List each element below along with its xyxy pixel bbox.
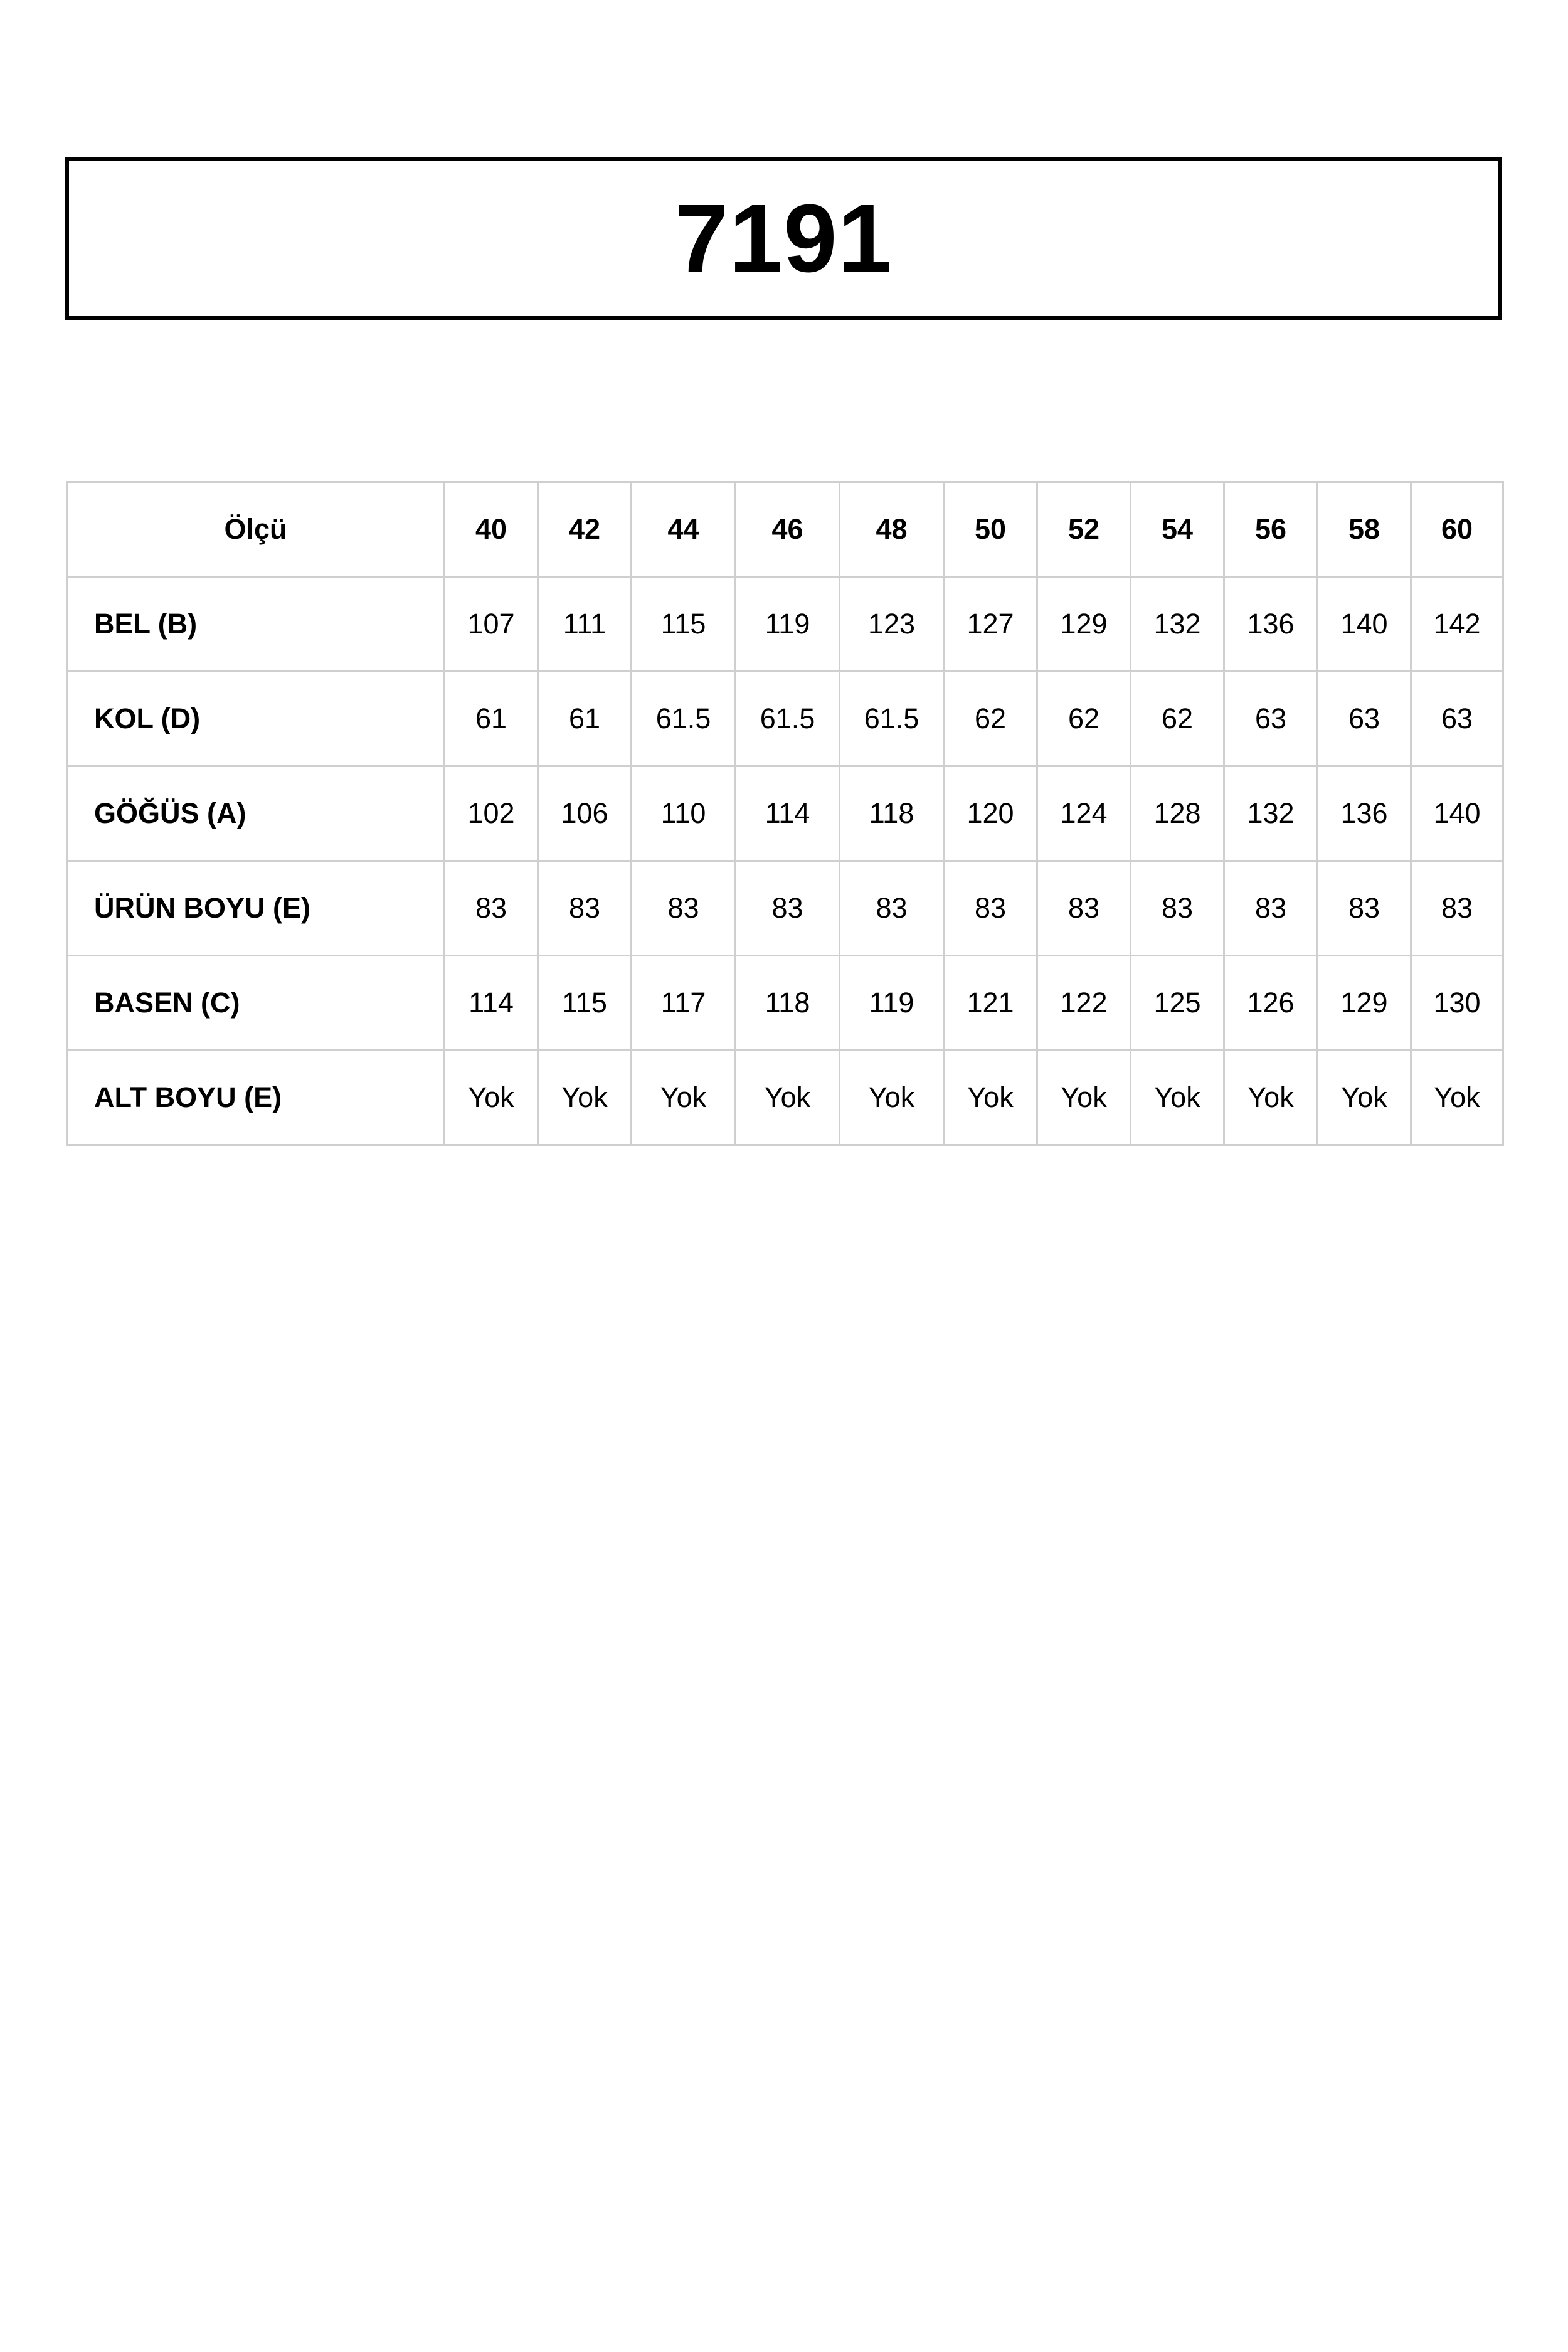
table-cell: 63 xyxy=(1224,672,1318,766)
table-cell: 142 xyxy=(1411,577,1503,672)
table-cell: 110 xyxy=(632,766,736,861)
table-cell: Yok xyxy=(944,1051,1037,1145)
table-cell: 102 xyxy=(445,766,538,861)
table-cell: 62 xyxy=(1131,672,1224,766)
size-header: 56 xyxy=(1224,482,1318,577)
table-cell: 61.5 xyxy=(840,672,944,766)
table-cell: 120 xyxy=(944,766,1037,861)
table-cell: 61.5 xyxy=(736,672,840,766)
table-cell: 63 xyxy=(1318,672,1411,766)
table-row xyxy=(67,672,1503,766)
table-cell: 118 xyxy=(840,766,944,861)
table-cell: 83 xyxy=(1131,861,1224,956)
table-cell: 140 xyxy=(1318,577,1411,672)
table-cell: 62 xyxy=(1037,672,1131,766)
table-cell: 83 xyxy=(1411,861,1503,956)
row-label: KOL (D) xyxy=(67,672,445,766)
table-row xyxy=(67,766,1503,861)
table-cell: 127 xyxy=(944,577,1037,672)
row-label: ÜRÜN BOYU (E) xyxy=(67,861,445,956)
table-cell: 123 xyxy=(840,577,944,672)
row-label: GÖĞÜS (A) xyxy=(67,766,445,861)
table-cell: 132 xyxy=(1224,766,1318,861)
table-cell: 61 xyxy=(538,672,632,766)
table-row xyxy=(67,956,1503,1051)
table-cell: 106 xyxy=(538,766,632,861)
table-cell: 124 xyxy=(1037,766,1131,861)
table-cell: 83 xyxy=(736,861,840,956)
table-row xyxy=(67,1051,1503,1145)
row-label: BASEN (C) xyxy=(67,956,445,1051)
table-cell: 126 xyxy=(1224,956,1318,1051)
table-cell: 130 xyxy=(1411,956,1503,1051)
size-header: 44 xyxy=(632,482,736,577)
table-cell: Yok xyxy=(445,1051,538,1145)
table-cell: 83 xyxy=(1037,861,1131,956)
table-cell: 117 xyxy=(632,956,736,1051)
table-cell: 62 xyxy=(944,672,1037,766)
product-code-title: 7191 xyxy=(674,184,893,292)
table-cell: Yok xyxy=(1224,1051,1318,1145)
table-cell: 122 xyxy=(1037,956,1131,1051)
size-header: 52 xyxy=(1037,482,1131,577)
size-header: 54 xyxy=(1131,482,1224,577)
table-row xyxy=(67,861,1503,956)
table-cell: Yok xyxy=(1131,1051,1224,1145)
size-header: 46 xyxy=(736,482,840,577)
corner-header: Ölçü xyxy=(67,482,445,577)
table-cell: 83 xyxy=(1318,861,1411,956)
table-cell: 83 xyxy=(840,861,944,956)
table-cell: 129 xyxy=(1037,577,1131,672)
size-chart-table xyxy=(66,481,1504,1146)
table-cell: 114 xyxy=(445,956,538,1051)
table-cell: 132 xyxy=(1131,577,1224,672)
size-header: 48 xyxy=(840,482,944,577)
table-cell: Yok xyxy=(736,1051,840,1145)
table-cell: 83 xyxy=(1224,861,1318,956)
table-cell: 83 xyxy=(944,861,1037,956)
table-cell: 128 xyxy=(1131,766,1224,861)
table-cell: 121 xyxy=(944,956,1037,1051)
table-cell: 61.5 xyxy=(632,672,736,766)
table-cell: 119 xyxy=(736,577,840,672)
table-cell: 118 xyxy=(736,956,840,1051)
table-cell: 115 xyxy=(632,577,736,672)
table-cell: Yok xyxy=(1318,1051,1411,1145)
header-row xyxy=(67,482,1503,577)
table-cell: 114 xyxy=(736,766,840,861)
table-cell: 111 xyxy=(538,577,632,672)
table-cell: 63 xyxy=(1411,672,1503,766)
table-cell: 83 xyxy=(538,861,632,956)
table-cell: Yok xyxy=(1411,1051,1503,1145)
table-row xyxy=(67,577,1503,672)
table-cell: 119 xyxy=(840,956,944,1051)
table-cell: 107 xyxy=(445,577,538,672)
row-label: BEL (B) xyxy=(67,577,445,672)
table-cell: 140 xyxy=(1411,766,1503,861)
table-cell: Yok xyxy=(840,1051,944,1145)
size-header: 42 xyxy=(538,482,632,577)
table-cell: 115 xyxy=(538,956,632,1051)
table-cell: 83 xyxy=(445,861,538,956)
product-code-box xyxy=(65,157,1502,320)
size-header: 60 xyxy=(1411,482,1503,577)
table-cell: 61 xyxy=(445,672,538,766)
table-cell: 136 xyxy=(1224,577,1318,672)
table-cell: Yok xyxy=(632,1051,736,1145)
size-header: 40 xyxy=(445,482,538,577)
table-cell: 129 xyxy=(1318,956,1411,1051)
table-cell: 136 xyxy=(1318,766,1411,861)
row-label: ALT BOYU (E) xyxy=(67,1051,445,1145)
table-cell: Yok xyxy=(538,1051,632,1145)
table-cell: Yok xyxy=(1037,1051,1131,1145)
size-header: 58 xyxy=(1318,482,1411,577)
table-cell: 125 xyxy=(1131,956,1224,1051)
size-header: 50 xyxy=(944,482,1037,577)
table-cell: 83 xyxy=(632,861,736,956)
